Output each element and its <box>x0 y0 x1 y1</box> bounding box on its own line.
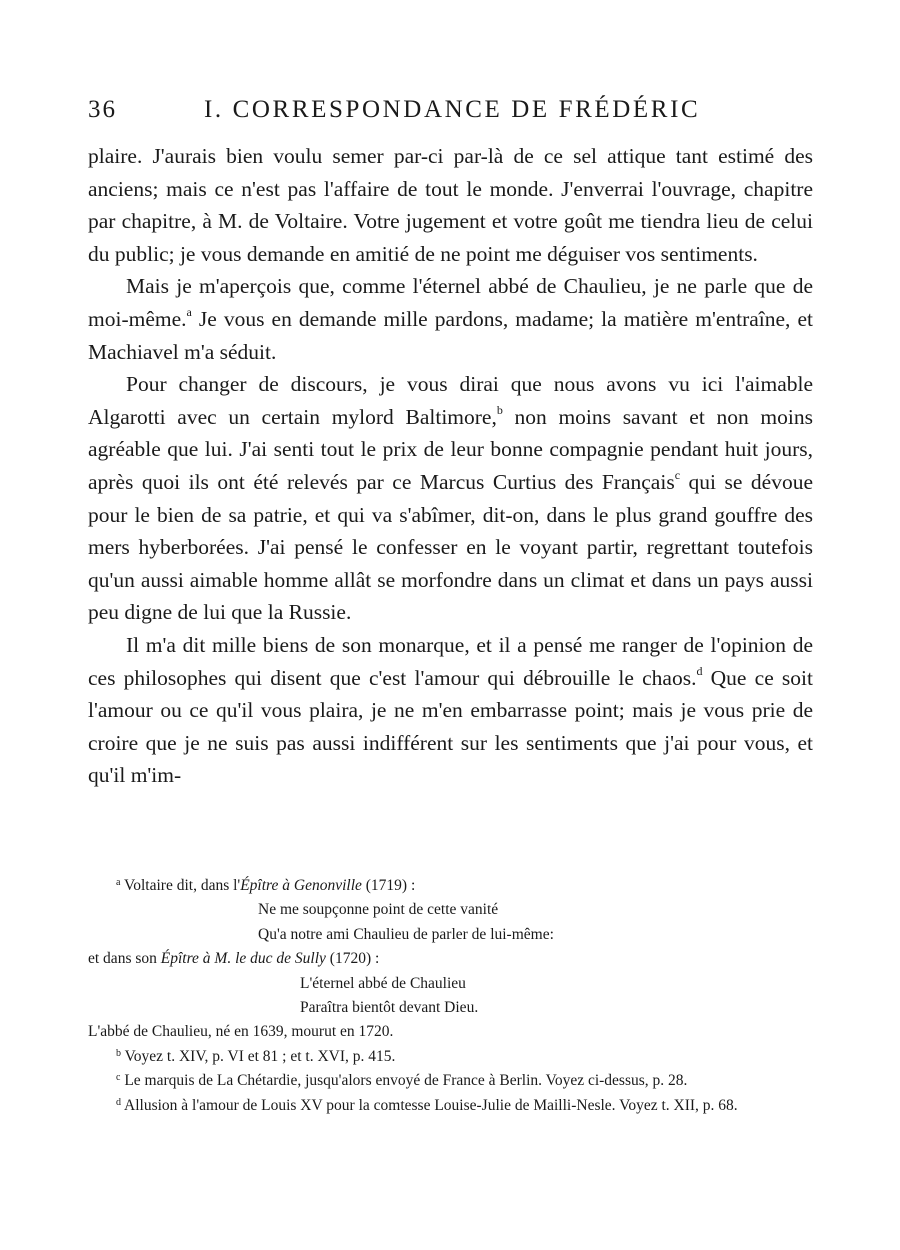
verse-line: L'éternel abbé de Chaulieu <box>300 974 466 992</box>
letter-body <box>88 140 813 792</box>
paragraph-2 <box>88 270 813 368</box>
paragraph-2-text-b: Je vous en demande mille pardons, madame; la matière m'entraîne, et Machiavel m'a séduit. <box>88 306 813 364</box>
footnote-c-text: Le marquis de La Chétardie, jusqu'alors envoyé de France à Berlin. Voyez ci-dessus, p. 28. <box>120 1072 688 1090</box>
running-title: I. CORRESPONDANCE DE FRÉDÉRIC <box>204 96 701 123</box>
footnote-d-text: Allusion à l'amour de Louis XV pour la comtesse Louise-Julie de Mailli-Nesle. Voyez t. XII, p. 68. <box>121 1096 738 1114</box>
footnote-a-continuation <box>88 947 816 971</box>
footnote-ref-c[interactable]: c <box>674 467 681 482</box>
footnote-a-closing: L'abbé de Chaulieu, né en 1639, mourut en 1720. <box>88 1023 394 1041</box>
footnote-a-work-title-2: Épître à M. le duc de Sully <box>160 950 326 968</box>
verse-line: Ne me soupçonne point de cette vanité <box>258 901 499 919</box>
footnote-c <box>88 1069 816 1093</box>
paragraph-3 <box>88 368 813 629</box>
footnote-ref-b[interactable]: b <box>496 402 503 417</box>
footnote-mark-b: b <box>116 1047 121 1059</box>
footnote-a-year: (1719) : <box>361 877 416 894</box>
footnote-d <box>88 1094 816 1118</box>
paragraph-3-text-b: non moins savant et non moins agréable que lui. J'ai senti tout le prix de leur bonne compagnie pendant huit jours, après quoi ils ont été relevés par ce Marcus Curtius des Français <box>88 404 813 494</box>
footnote-ref-a[interactable]: a <box>186 304 192 319</box>
footnote-mark-d: d <box>116 1096 121 1108</box>
footnote-a-year-2: (1720) : <box>325 950 380 968</box>
verse-line: Paraîtra bientôt devant Dieu. <box>300 999 479 1017</box>
paragraph-1 <box>88 140 813 270</box>
paragraph-3-text-c: qui se dévoue pour le bien de sa patrie, et qui va s'abîmer, dit-on, dans le plus grand gouffre des mers hyberborées. J'ai pensé le confesser en le voyant partir, regrettant toutefois qu'un aussi aimable homme allât se morfondre dans un climat et dans un pays aussi peu digne de lui que la Russie. <box>88 469 813 625</box>
paragraph-3-text-a: Pour changer de discours, je vous dirai que nous avons vu ici l'aimable Algarotti avec un certain mylord Baltimore, <box>88 372 813 429</box>
footnote-a-intro2: et dans son <box>88 950 161 968</box>
footnote-mark-c: c <box>116 1072 121 1084</box>
footnote-mark-a: a <box>116 877 121 888</box>
paragraph-4 <box>88 629 813 792</box>
footnote-ref-d[interactable]: d <box>696 663 703 678</box>
footnotes <box>88 874 816 1118</box>
footnote-b-text: Voyez t. XIV, p. VI et 81 ; et t. XVI, p. 415. <box>121 1047 396 1065</box>
page-number: 36 <box>88 96 117 123</box>
paragraph-4-text-a: Il m'a dit mille biens de son monarque, et il a pensé me ranger de l'opinion de ces philosophes qui disent que c'est l'amour qui débrouille le chaos. <box>88 632 813 690</box>
paragraph-2-text-a: Mais je m'aperçois que, comme l'éternel abbé de Chaulieu, je ne parle que de moi-même. <box>88 274 813 331</box>
verse-line: Qu'a notre ami Chaulieu de parler de lui-même: <box>258 925 554 943</box>
footnote-a <box>88 874 816 898</box>
paragraph-1-text: plaire. J'aurais bien voulu semer par-ci par-là de ce sel attique tant estimé des anciens; mais ce n'est pas l'affaire de tout le monde. J'enverrai l'ouvrage, chapitre par chapitre, à M. de Voltaire. Votre jugement et votre goût me tiendra lieu de celui du public; je vous demande en amitié de ne point me déguiser vos sentiments. <box>88 144 813 266</box>
paragraph-4-text-b: Que ce soit l'amour ou ce qu'il vous plaira, je ne m'en embarrasse point; mais je vous prie de croire que je ne suis pas aussi indifférent sur les sentiments que j'ai pour vous, et qu'il m'im- <box>88 665 813 788</box>
footnote-a-intro: Voltaire dit, dans l' <box>120 877 241 894</box>
footnote-a-work-title: Épître à Genonville <box>240 877 362 894</box>
footnote-b <box>88 1045 816 1069</box>
page-header <box>88 96 808 130</box>
